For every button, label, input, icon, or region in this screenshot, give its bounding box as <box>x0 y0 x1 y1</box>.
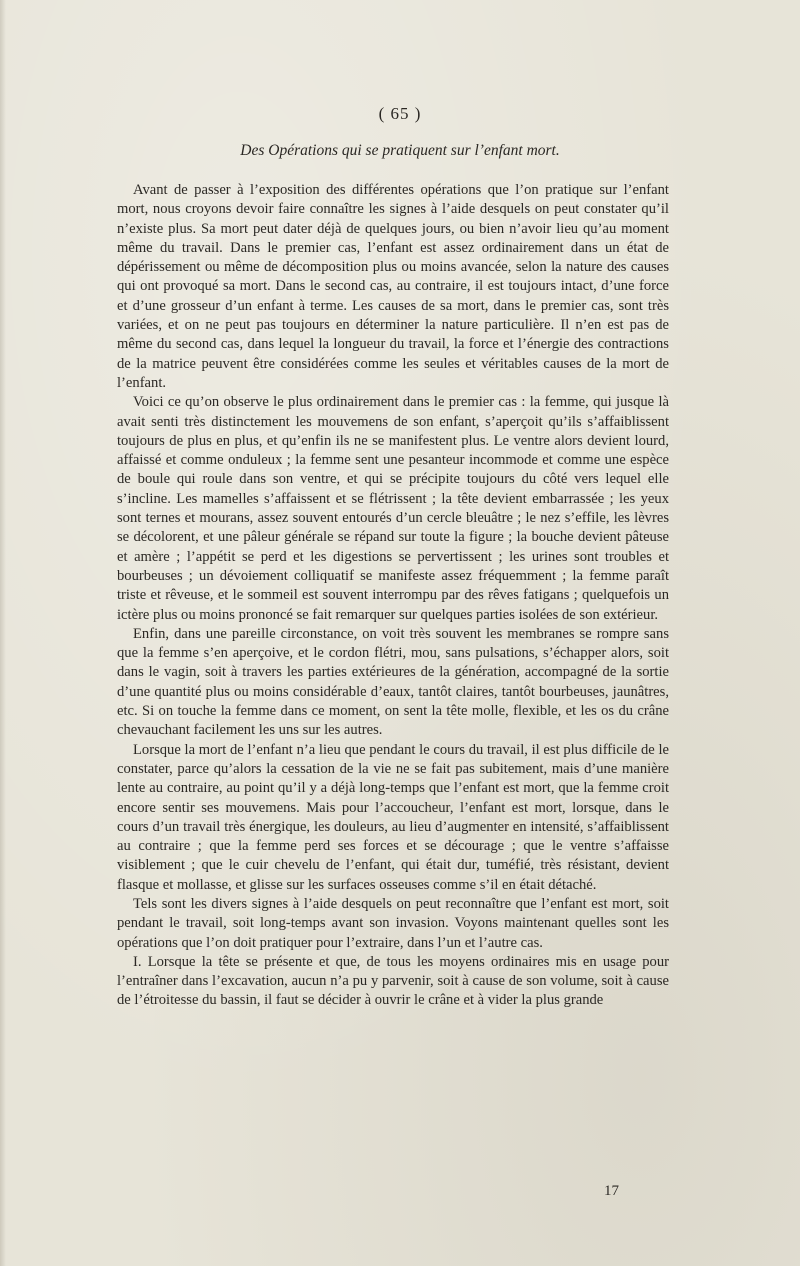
paragraph: Enfin, dans une pareille circonstance, on voit très souvent les membranes se rompre sans que la femme s’en aperçoive, et le cordon flétri, mou, sans pulsations, s’échapper alors, soit dans le vagin, soit à travers les parties extérieures de la génération, accompagné de la sortie d’une quantité plus ou moins considérable d’eaux, tantôt claires, tantôt bourbeuses, jaunâtres, etc. Si on touche la femme dans ce moment, on sent la tête molle, flexible, et les os du crâne chevauchant facilement les uns sur les autres. <box>117 625 669 739</box>
signature-mark: 17 <box>604 1183 619 1199</box>
paragraph: Lorsque la mort de l’enfant n’a lieu que pendant le cours du travail, il est plus difficile de le constater, parce qu’alors la cessation de la vie ne se fait pas subitement, mais d’une manière lente au contraire, au point qu’il y a déjà long-temps que l’enfant est mort, que la femme croit encore sentir ses mouvemens. Mais pour l’accoucheur, l’enfant est mort, lorsque, dans le cours d’un travail très énergique, les douleurs, au lieu d’augmenter en intensité, s’affaiblissent au contraire ; que la femme perd ses forces et se décourage ; que le ventre s’affaisse visiblement ; que le cuir chevelu de l’enfant, qui était dur, tuméfié, très résistant, devient flasque et mollasse, et glisse sur les surfaces osseuses comme s’il en était détaché. <box>117 741 669 893</box>
paragraph: I. Lorsque la tête se présente et que, de tous les moyens ordinaires mis en usage pour l’entraîner dans l’excavation, aucun n’a pu y parvenir, soit à cause de son volume, soit à cause de l’étroitesse du bassin, il faut se décider à ouvrir le crâne et à vider la plus grande <box>117 953 669 1009</box>
section-title: Des Opérations qui se pratiquent sur l’enfant mort. <box>240 142 560 159</box>
paragraph: Voici ce qu’on observe le plus ordinairement dans le premier cas : la femme, qui jusque là avait senti très distinctement les mouvemens de son enfant, s’aperçoit qu’ils s’affaiblissent toujours de plus en plus, et qu’enfin ils ne se manifestent plus. Le ventre alors devient lourd, affaissé et comme onduleux ; la femme sent une pesanteur incommode et comme une espèce de boule qui roule dans son ventre, et qui se précipite toujours du côté vers lequel elle s’incline. Les mamelles s’affaissent et se flétrissent ; la tête devient embarrassée ; les yeux sont ternes et mourans, assez souvent entourés d’un cercle bleuâtre ; le nez s’effile, les lèvres se décolorent, et une pâleur générale se répand sur toute la figure ; la bouche devient pâteuse et amère ; l’appétit se perd et les digestions se pervertissent ; les urines sont troubles et bourbeuses ; un dévoiement colliquatif se manifeste assez fréquemment ; la femme paraît triste et rêveuse, et le sommeil est souvent interrompu par des rêves fatigans ; quelquefois un ictère plus ou moins prononcé se fait remarquer sur quelques parties isolées de son extérieur. <box>117 394 669 623</box>
paragraph: Avant de passer à l’exposition des différentes opérations que l’on pratique sur l’enfant mort, nous croyons devoir faire connaître les signes à l’aide desquels on peut constater qu’il n’existe plus. Sa mort peut dater déjà de quelques jours, ou bien n’avoir lieu qu’au moment même du travail. Dans le premier cas, l’enfant est assez ordinairement dans un état de dépérissement ou même de décomposition plus ou moins avancée, selon la nature des causes qui ont provoqué sa mort. Dans le second cas, au contraire, il est toujours intact, d’une force et d’une grosseur d’un enfant à terme. Les causes de sa mort, dans le premier cas, sont très variées, et on ne peut pas toujours en déterminer la nature particulière. Il n’en est pas de même du second cas, dans lequel la longueur du travail, la force et l’énergie des contractions de la matrice peuvent être considérées comme les seules et véritables causes de la mort de l’enfant. <box>117 182 669 391</box>
body-text <box>117 181 669 1011</box>
paragraph: Tels sont les divers signes à l’aide desquels on peut reconnaître que l’enfant est mort, soit pendant le travail, soit long-temps avant son invasion. Voyons maintenant quelles sont les opérations que l’on doit pratiquer pour l’extraire, dans l’un et l’autre cas. <box>117 895 669 951</box>
page-gutter-shadow <box>0 0 6 1266</box>
page-number: ( 65 ) <box>378 104 422 123</box>
